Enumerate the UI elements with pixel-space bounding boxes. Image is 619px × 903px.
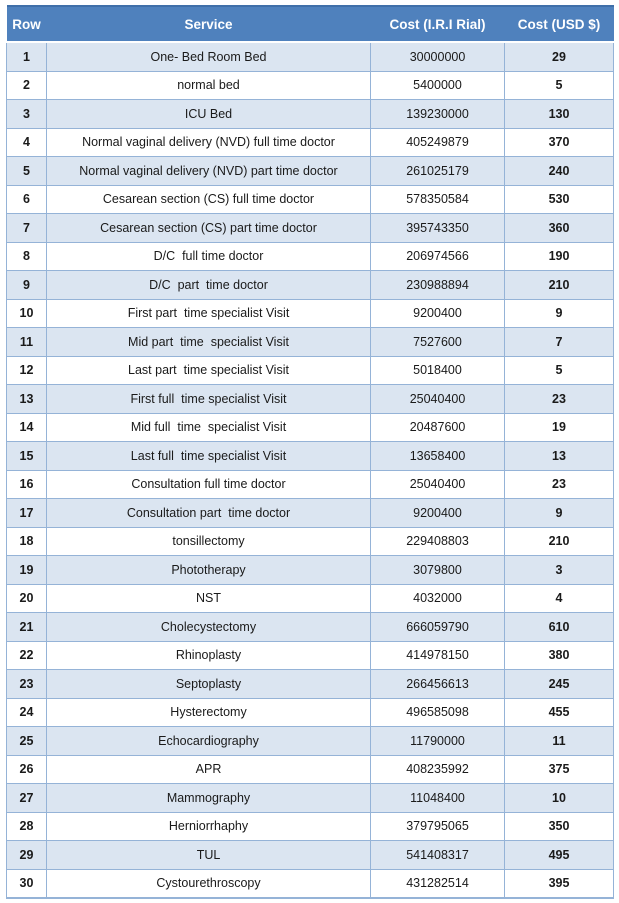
row-number-cell: 25 [7, 727, 47, 756]
cost-usd-cell: 530 [505, 185, 614, 214]
row-number-cell: 26 [7, 755, 47, 784]
table-row [7, 185, 614, 214]
table-row [7, 613, 614, 642]
cost-rial-cell: 395743350 [371, 214, 505, 243]
cost-usd-cell: 3 [505, 556, 614, 585]
cost-rial-cell: 405249879 [371, 128, 505, 157]
table-row [7, 556, 614, 585]
header-row [7, 6, 614, 42]
row-number-cell: 8 [7, 242, 47, 271]
row-number-cell: 29 [7, 841, 47, 870]
service-cell: Consultation full time doctor [47, 470, 371, 499]
cost-usd-cell: 190 [505, 242, 614, 271]
cost-rial-cell: 5018400 [371, 356, 505, 385]
row-number-cell: 13 [7, 385, 47, 414]
service-cell: Mid part time specialist Visit [47, 328, 371, 357]
service-cell: Last part time specialist Visit [47, 356, 371, 385]
cost-usd-cell: 9 [505, 499, 614, 528]
cost-rial-cell: 30000000 [371, 42, 505, 71]
cost-usd-cell: 210 [505, 527, 614, 556]
cost-rial-cell: 541408317 [371, 841, 505, 870]
cost-usd-cell: 360 [505, 214, 614, 243]
row-number-cell: 20 [7, 584, 47, 613]
table-header [7, 6, 614, 42]
row-number-cell: 22 [7, 641, 47, 670]
table-row [7, 442, 614, 471]
cost-rial-cell: 496585098 [371, 698, 505, 727]
row-number-cell: 11 [7, 328, 47, 357]
service-cell: ICU Bed [47, 100, 371, 129]
cost-rial-cell: 9200400 [371, 299, 505, 328]
table-row [7, 413, 614, 442]
cost-usd-cell: 380 [505, 641, 614, 670]
cost-rial-cell: 230988894 [371, 271, 505, 300]
cost-usd-cell: 610 [505, 613, 614, 642]
service-cell: Herniorrhaphy [47, 812, 371, 841]
row-number-cell: 7 [7, 214, 47, 243]
service-cell: Normal vaginal delivery (NVD) full time doctor [47, 128, 371, 157]
table-row [7, 271, 614, 300]
table-row [7, 42, 614, 71]
cost-usd-cell: 495 [505, 841, 614, 870]
cost-rial-cell: 379795065 [371, 812, 505, 841]
cost-rial-cell: 5400000 [371, 71, 505, 100]
table-row [7, 100, 614, 129]
row-number-cell: 21 [7, 613, 47, 642]
cost-usd-cell: 130 [505, 100, 614, 129]
service-cell: D/C part time doctor [47, 271, 371, 300]
cost-rial-cell: 139230000 [371, 100, 505, 129]
table-row [7, 641, 614, 670]
table-row [7, 499, 614, 528]
row-number-cell: 9 [7, 271, 47, 300]
row-number-cell: 6 [7, 185, 47, 214]
service-cell: First part time specialist Visit [47, 299, 371, 328]
table-row [7, 670, 614, 699]
table-row [7, 71, 614, 100]
row-number-cell: 2 [7, 71, 47, 100]
table-row [7, 812, 614, 841]
cost-rial-cell: 261025179 [371, 157, 505, 186]
row-number-cell: 14 [7, 413, 47, 442]
row-number-cell: 27 [7, 784, 47, 813]
cost-usd-cell: 10 [505, 784, 614, 813]
cost-usd-cell: 23 [505, 385, 614, 414]
table-row [7, 584, 614, 613]
cost-rial-cell: 3079800 [371, 556, 505, 585]
cost-rial-cell: 206974566 [371, 242, 505, 271]
table-row [7, 214, 614, 243]
row-number-cell: 28 [7, 812, 47, 841]
cost-usd-cell: 350 [505, 812, 614, 841]
row-number-cell: 18 [7, 527, 47, 556]
table-row [7, 242, 614, 271]
row-number-cell: 16 [7, 470, 47, 499]
service-cell: One- Bed Room Bed [47, 42, 371, 71]
cost-rial-cell: 7527600 [371, 328, 505, 357]
cost-rial-cell: 11790000 [371, 727, 505, 756]
column-header-cost-usd: Cost (USD $) [505, 6, 614, 42]
cost-usd-cell: 7 [505, 328, 614, 357]
cost-usd-cell: 5 [505, 71, 614, 100]
service-cell: Cystourethroscopy [47, 869, 371, 898]
row-number-cell: 24 [7, 698, 47, 727]
cost-usd-cell: 5 [505, 356, 614, 385]
service-cell: normal bed [47, 71, 371, 100]
table-row [7, 157, 614, 186]
service-cell: D/C full time doctor [47, 242, 371, 271]
table-row [7, 841, 614, 870]
service-cell: tonsillectomy [47, 527, 371, 556]
cost-rial-cell: 4032000 [371, 584, 505, 613]
service-cell: Normal vaginal delivery (NVD) part time doctor [47, 157, 371, 186]
service-cell: Septoplasty [47, 670, 371, 699]
cost-usd-cell: 11 [505, 727, 614, 756]
cost-rial-cell: 578350584 [371, 185, 505, 214]
row-number-cell: 15 [7, 442, 47, 471]
row-number-cell: 17 [7, 499, 47, 528]
cost-rial-cell: 229408803 [371, 527, 505, 556]
table-row [7, 128, 614, 157]
cost-usd-cell: 210 [505, 271, 614, 300]
table-row [7, 385, 614, 414]
cost-rial-cell: 13658400 [371, 442, 505, 471]
service-cell: Cholecystectomy [47, 613, 371, 642]
service-cell: APR [47, 755, 371, 784]
service-cell: Rhinoplasty [47, 641, 371, 670]
service-cell: Echocardiography [47, 727, 371, 756]
table-row [7, 727, 614, 756]
cost-usd-cell: 29 [505, 42, 614, 71]
cost-usd-cell: 19 [505, 413, 614, 442]
service-cell: NST [47, 584, 371, 613]
row-number-cell: 19 [7, 556, 47, 585]
service-cell: Hysterectomy [47, 698, 371, 727]
row-number-cell: 5 [7, 157, 47, 186]
table-row [7, 527, 614, 556]
table-row [7, 356, 614, 385]
column-header-cost-rial: Cost (I.R.I Rial) [371, 6, 505, 42]
cost-usd-cell: 395 [505, 869, 614, 898]
service-cell: Consultation part time doctor [47, 499, 371, 528]
table-row [7, 784, 614, 813]
cost-rial-cell: 431282514 [371, 869, 505, 898]
service-cell: Phototherapy [47, 556, 371, 585]
table-row [7, 698, 614, 727]
row-number-cell: 4 [7, 128, 47, 157]
row-number-cell: 30 [7, 869, 47, 898]
cost-usd-cell: 23 [505, 470, 614, 499]
row-number-cell: 3 [7, 100, 47, 129]
service-cell: Mammography [47, 784, 371, 813]
cost-usd-cell: 455 [505, 698, 614, 727]
cost-usd-cell: 9 [505, 299, 614, 328]
cost-usd-cell: 375 [505, 755, 614, 784]
service-cell: First full time specialist Visit [47, 385, 371, 414]
cost-rial-cell: 9200400 [371, 499, 505, 528]
table-body [7, 42, 614, 898]
cost-rial-cell: 25040400 [371, 470, 505, 499]
column-header-service: Service [47, 6, 371, 42]
service-cell: TUL [47, 841, 371, 870]
service-cell: Cesarean section (CS) part time doctor [47, 214, 371, 243]
table-row [7, 755, 614, 784]
column-header-row: Row [7, 6, 47, 42]
cost-rial-cell: 11048400 [371, 784, 505, 813]
service-cell: Cesarean section (CS) full time doctor [47, 185, 371, 214]
cost-usd-cell: 240 [505, 157, 614, 186]
cost-usd-cell: 370 [505, 128, 614, 157]
service-cost-table [6, 5, 614, 899]
table-row [7, 328, 614, 357]
table-row [7, 299, 614, 328]
row-number-cell: 12 [7, 356, 47, 385]
service-cell: Last full time specialist Visit [47, 442, 371, 471]
cost-usd-cell: 4 [505, 584, 614, 613]
service-cell: Mid full time specialist Visit [47, 413, 371, 442]
cost-rial-cell: 666059790 [371, 613, 505, 642]
row-number-cell: 1 [7, 42, 47, 71]
row-number-cell: 10 [7, 299, 47, 328]
cost-rial-cell: 408235992 [371, 755, 505, 784]
cost-usd-cell: 13 [505, 442, 614, 471]
table-row [7, 869, 614, 898]
table-row [7, 470, 614, 499]
cost-rial-cell: 266456613 [371, 670, 505, 699]
row-number-cell: 23 [7, 670, 47, 699]
cost-rial-cell: 414978150 [371, 641, 505, 670]
cost-rial-cell: 25040400 [371, 385, 505, 414]
cost-rial-cell: 20487600 [371, 413, 505, 442]
cost-usd-cell: 245 [505, 670, 614, 699]
